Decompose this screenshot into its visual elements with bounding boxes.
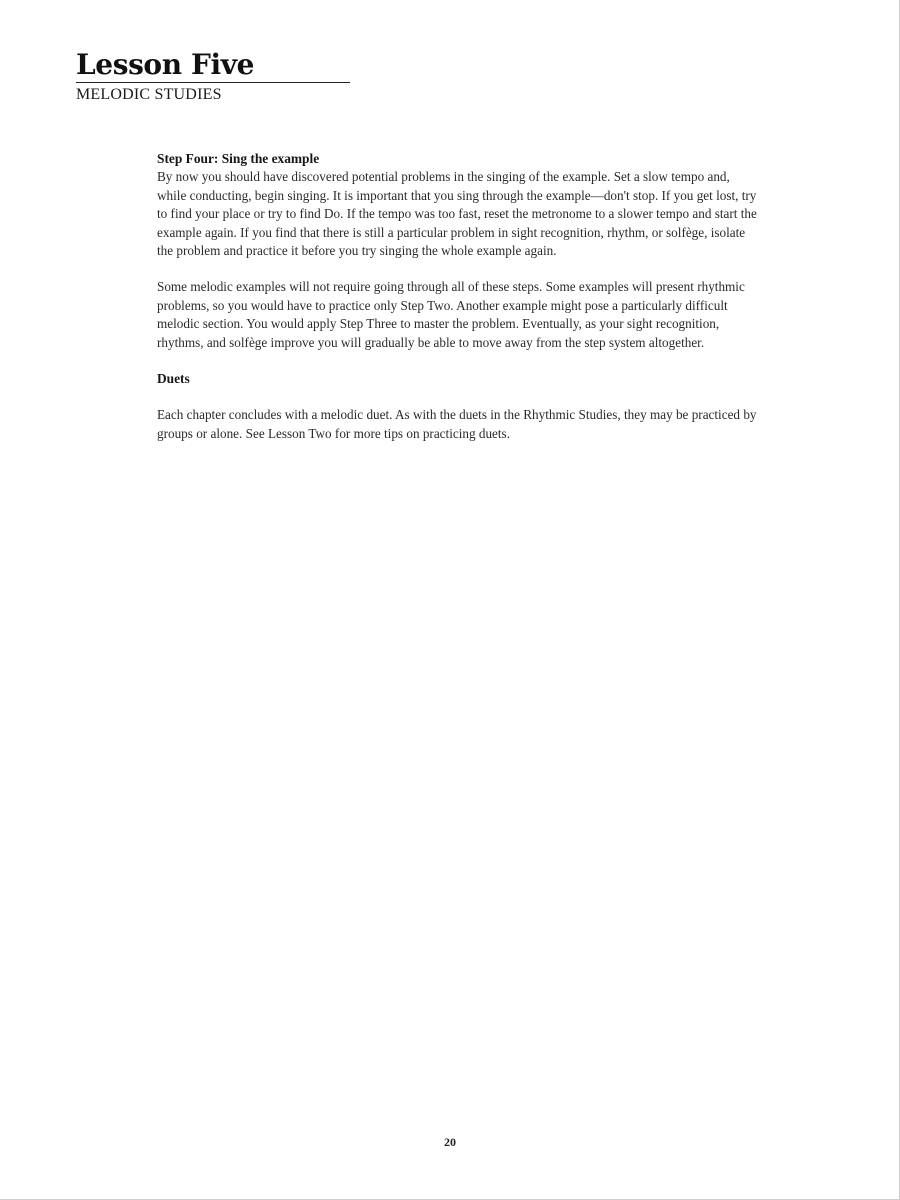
section-heading-duets: Duets (157, 371, 190, 387)
page-number: 20 (444, 1135, 456, 1149)
paragraph-step-four: By now you should have discovered potential problems in the singing of the example. Set a slow tempo and, while conducting, begin singing. It is important that you sing through the example—don't stop. If you get lost, try to find your place or try to find Do. If the tempo was too fast, reset the metronome to a slower tempo and start the example again. If you find that there is still a particular problem in sight recognition, rhythm, or solfège, isolate the problem and practice it before you try singing the whole example again. (157, 169, 757, 259)
lesson-header (76, 48, 350, 105)
lesson-title: Lesson Five (76, 48, 350, 83)
lesson-subtitle: MELODIC STUDIES (76, 86, 222, 103)
paragraph-duets: Each chapter concludes with a melodic duet. As with the duets in the Rhythmic Studies, they may be practiced by groups or alone. See Lesson Two for more tips on practicing duets. (157, 407, 757, 441)
section-heading-step-four: Step Four: Sing the example (157, 151, 320, 166)
paragraph-melodic-examples: Some melodic examples will not require going through all of these steps. Some examples will present rhythmic problems, so you would have to practice only Step Two. Another example might pose a particularly difficult melodic section. You would apply Step Three to master the problem. Eventually, as your sight recognition, rhythms, and solfège improve you will gradually be able to move away from the step system altogether. (157, 279, 745, 350)
body-content (157, 150, 757, 443)
